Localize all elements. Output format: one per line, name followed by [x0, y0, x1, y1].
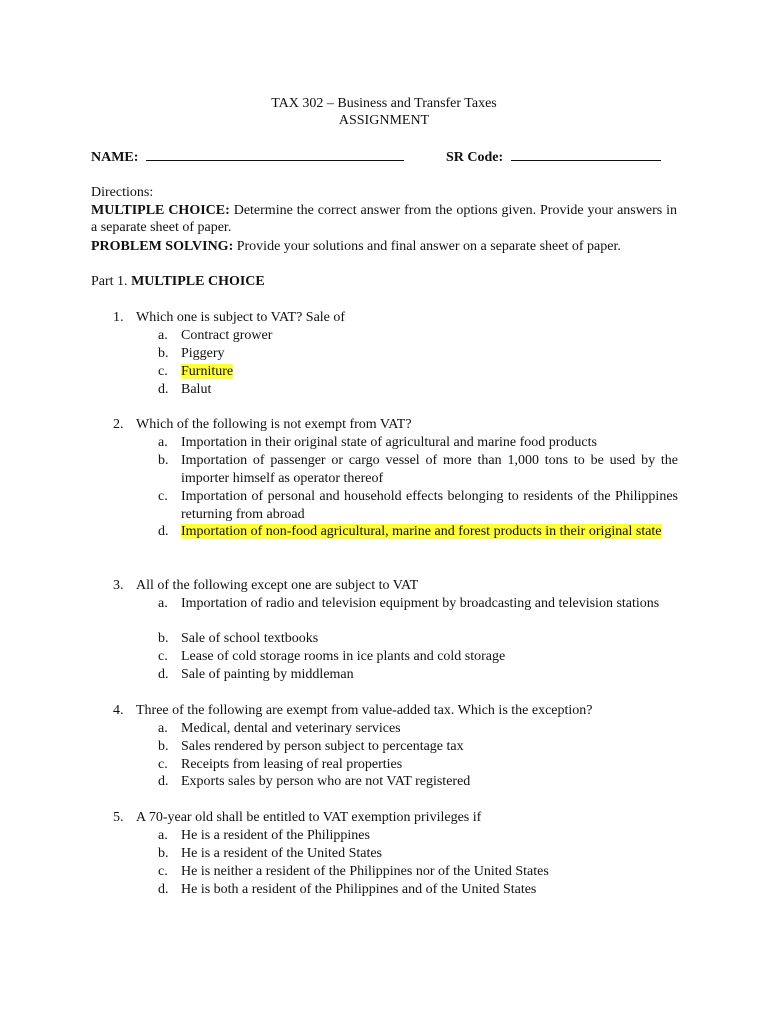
question-text: Which one is subject to VAT? Sale of [136, 310, 346, 325]
name-field-row [91, 148, 404, 166]
highlighted-answer: Importation of non-food agricultural, marine and forest products in their original state [181, 524, 662, 539]
name-blank [146, 148, 404, 161]
question-text: All of the following except one are subject to VAT [136, 578, 419, 593]
part-name: MULTIPLE CHOICE [131, 274, 265, 289]
question-number: 2. [113, 417, 124, 432]
question-number: 1. [113, 310, 124, 325]
document-subtitle: ASSIGNMENT [338, 113, 430, 128]
mc-text: Determine the correct answer from the options given. Provide your answers in a separate sheet of paper. [91, 203, 678, 235]
document-page: TAX 302 – Business and Transfer Taxes ASSIGNMENT NAME: SR Code: Directions: MULTIPLE CHOICE: Determine the correct answer from the options given. Provide your answers in a separate sheet of paper. PROBLEM SOLVING: Provide your solutions and final answer on a separate sheet of paper. Part 1. MULTIPLE CHOICE 1. Which one is subject to VAT? Sale of a. Contract grower b. Piggery c. Furniture d. Balut 2. Which of the following is not exempt from VAT? a. Importation in their original state of agricultural and marine food products b. Importation of passenger or cargo vessel of more than 1,000 tons to be used by the importer himself as operator thereof c. Importation of personal and household effects belonging to residents of the Philippines returning from abroad d. Importation of non-food agricultural, marine and forest products in their original state 3. All of the following except one are subject to VAT a. Importation of radio and television equipment by broadcasting and television stations b. Sale of school textbooks c. Lease of cold storage rooms in ice plants and cold storage d. Sale of painting by middleman 4. Three of the following are exempt from value-added tax. Which is the exception? a. Medical, dental and veterinary services b. Sales rendered by person subject to percentage tax c. Receipts from leasing of real properties d. Exports sales by person who are not VAT registered 5. A 70-year old shall be entitled to VAT exemption privileges if a. He is a resident of the Philippines b. He is a resident of the United States c. He is neither a resident of the Philippines nor of the United States d. He is both a resident of the Philippines and of the United States [0, 0, 768, 1024]
question-number: 3. [113, 578, 124, 593]
question-text: A 70-year old shall be entitled to VAT exemption privileges if [136, 810, 482, 825]
directions-label: Directions: [91, 185, 154, 200]
part-heading [91, 273, 265, 290]
document-title: TAX 302 – Business and Transfer Taxes [271, 96, 497, 111]
question-number: 5. [113, 810, 124, 825]
srcode-blank [511, 148, 661, 161]
question-number: 4. [113, 703, 124, 718]
ps-text: Provide your solutions and final answer on a separate sheet of paper. [236, 239, 621, 254]
part-prefix: Part 1. [91, 274, 128, 289]
name-label: NAME: [91, 150, 139, 165]
question-text: Three of the following are exempt from value-added tax. Which is the exception? [136, 703, 593, 718]
mc-label: MULTIPLE CHOICE: [91, 203, 230, 218]
directions-problem-solving [91, 238, 621, 255]
srcode-field-row [446, 148, 661, 166]
ps-label: PROBLEM SOLVING: [91, 239, 234, 254]
question-text: Which of the following is not exempt from VAT? [136, 417, 412, 432]
highlighted-answer: Furniture [181, 364, 234, 379]
directions-multiple-choice [91, 202, 677, 236]
srcode-label: SR Code: [446, 150, 504, 165]
